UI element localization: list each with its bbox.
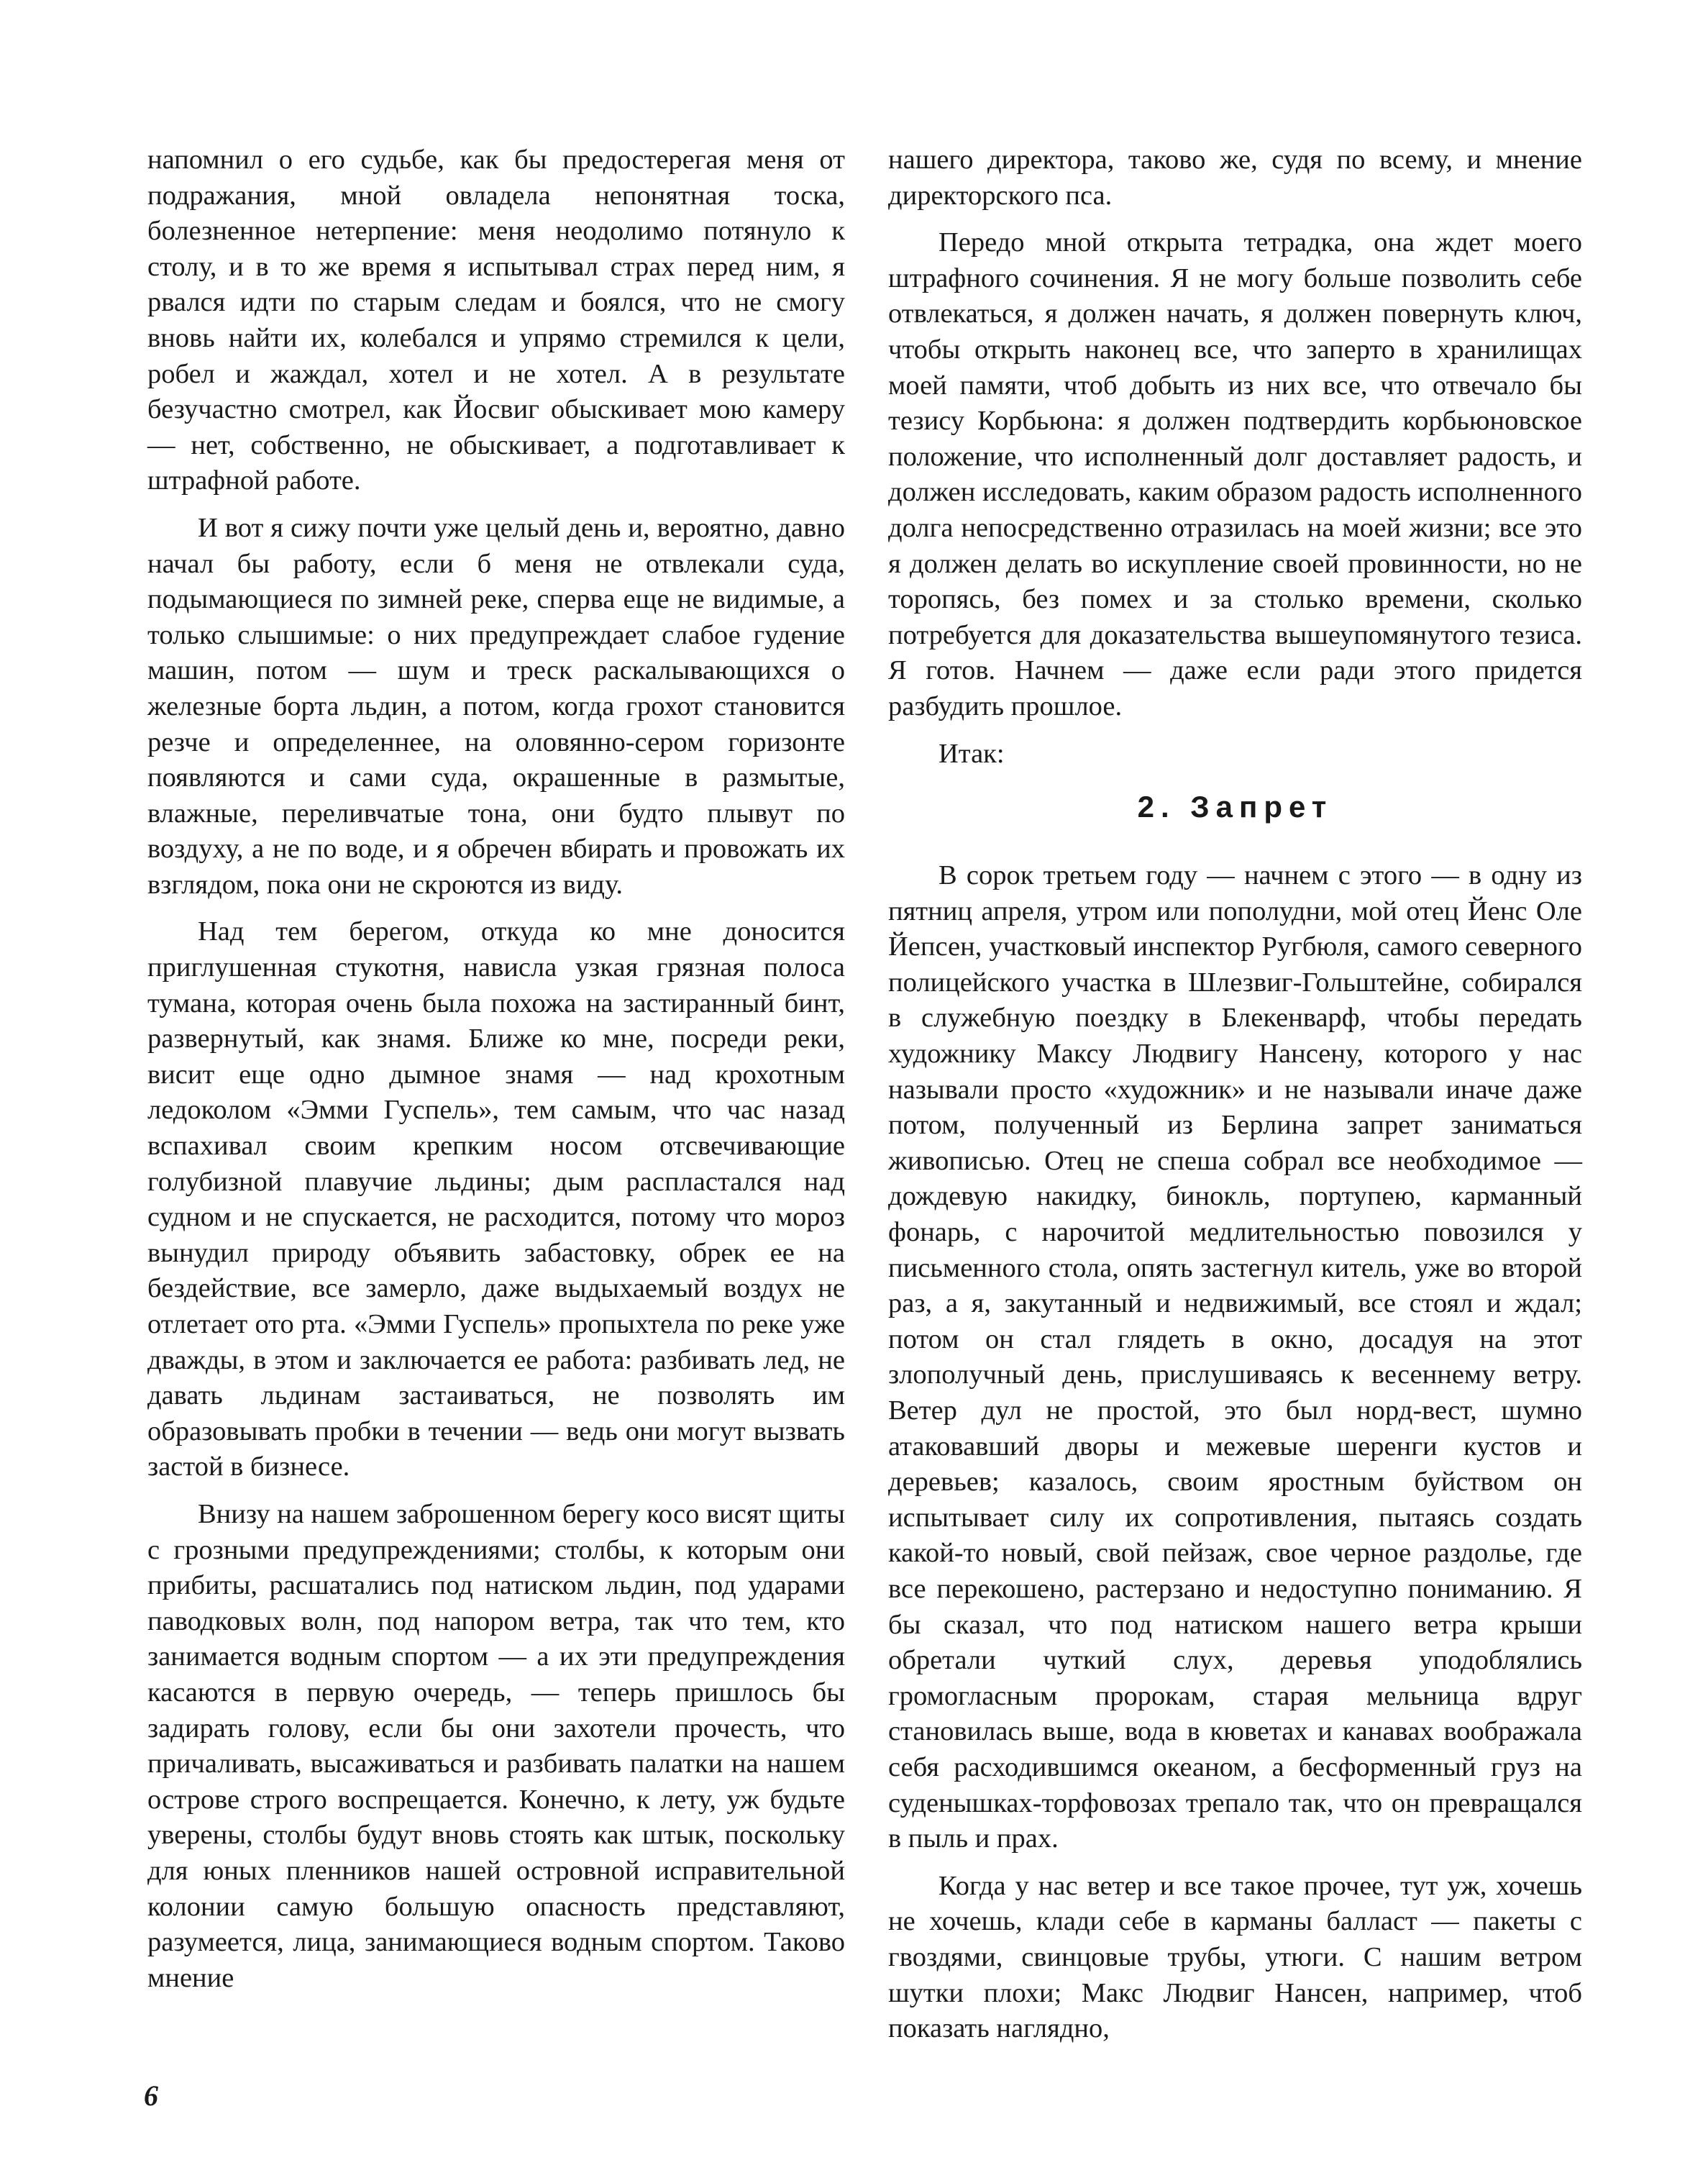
- paragraph: В сорок третьем году — начнем с этого — в одну из пятниц апреля, утром или пополудни, мой отец Йенс Оле Йепсен, участковый инспектор Ругбюля, самого северного полицейского участка в Шлезвиг-Гольштейне, собирался в служебную поездку в Блекенварф, чтобы передать художнику Максу Людвигу Нансену, которого у нас называли просто «художник» и не называли иначе даже потом, полученный из Берлина запрет заниматься живописью. Отец не спеша собрал все необходимое — дождевую накидку, бинокль, портупею, карманный фонарь, с нарочитой медлительностью повозился у письменного стола, опять застегнул китель, уже во второй раз, а я, закутанный и недвижимый, все стоял и ждал; потом он стал глядеть в окно, досадуя на этот злополучный день, прислушиваясь к весеннему ветру. Ветер дул не простой, это был норд-вест, шумно атаковавший дворы и межевые шеренги кустов и деревьев; казалось, своим яростным буйством он испытывает силу их сопротивления, пытаясь создать какой-то новый, свой пейзаж, свое черное раздолье, где все перекошено, растерзано и недоступно пониманию. Я бы сказал, что под натиском нашего ветра крыши обретали чуткий слух, деревья уподоблялись громогласным пророкам, старая мельница вдруг становилась выше, вода в кюветах и канавах воображала себя расходившимся океаном, а бесформенный груз на суденышках-торфовозах трепало так, что он превращался в пыль и прах.: [888, 860, 1582, 1854]
- paragraph: Внизу на нашем заброшенном берегу косо висят щиты с грозными предупреждениями; столбы, к которым они прибиты, расшатались под натиском льдин, под ударами паводковых волн, под напором ветра, так что тем, кто занимается водным спортом — а их эти предупреждения касаются в первую очередь, — теперь пришлось бы задирать голову, если бы они захотели прочесть, что причаливать, высаживаться и разбивать палатки на нашем острове строго воспрещается. Конечно, к лету, уж будьте уверены, столбы будут вновь стоять как штык, поскольку для юных пленников нашей островной исправительной колонии самую большую опасность представляют, разумеется, лица, занимающиеся водным спортом. Таково мнение: [147, 1498, 845, 1993]
- paragraph: Передо мной открыта тетрадка, она ждет моего штрафного сочинения. Я не могу больше позволить себе отвлекаться, я должен начать, я должен повернуть ключ, чтобы открыть наконец все, что заперто в хранилищах моей памяти, чтоб добыть из них все, что отвечало бы тезису Корбьюна: я должен подтвердить корбьюновское положение, что исполненный долг доставляет радость, и должен исследовать, каким образом радость исполненного долга непосредственно отразилась на моей жизни; все это я должен делать во искупление своей провинности, но не торопясь, без помех и за столько времени, сколько потребуется для доказательства вышеупомянутого тезиса. Я готов. Начнем — даже если ради этого придется разбудить прошлое.: [888, 227, 1582, 721]
- chapter-heading: 2. Запрет: [1137, 790, 1333, 824]
- paragraph: нашего директора, таково же, судя по всему, и мнение директорского пса.: [888, 145, 1582, 211]
- right-column: [888, 142, 1582, 2059]
- paragraph: напомнил о его судьбе, как бы предостерегая меня от подражания, мной овладела непонятная тоска, болезненное нетерпение: меня неодолимо потянуло к столу, и в то же время я испытывал страх перед ним, я рвался идти по старым следам и боялся, что не смогу вновь найти их, колебался и упрямо стремился к цели, робел и жаждал, хотел и не хотел. А в результате безучастно смотрел, как Йосвиг обыскивает мою камеру — нет, собственно, не обыскивает, а подготавливает к штрафной работе.: [147, 145, 845, 496]
- paragraph: Над тем берегом, откуда ко мне доносится приглушенная стукотня, нависла узкая грязная полоса тумана, которая очень была похожа на застиранный бинт, развернутый, как знамя. Ближе ко мне, посреди реки, висит еще одно дымное знамя — над крохотным ледоколом «Эмми Гуспель», тем самым, что час назад вспахивал своим крепким носом отсвечивающие голубизной плавучие льдины; дым распластался над судном и не спускается, не расходится, потому что мороз вынудил природу объявить забастовку, обрек ее на бездействие, все замерло, даже выдыхаемый воздух не отлетает ото рта. «Эмми Гуспель» пропыхтела по реке уже дважды, в этом и заключается ее работа: разбивать лед, не давать льдинам застаиваться, не позволять им образовывать пробки в течении — ведь они могут вызвать застой в бизнесе.: [147, 916, 845, 1482]
- left-column: [147, 142, 845, 2007]
- paragraph: Итак:: [939, 738, 1005, 769]
- page-number: 6: [144, 2079, 158, 2112]
- paragraph: И вот я сижу почти уже целый день и, вероятно, давно начал бы работу, если б меня не отвлекали суда, подымающиеся по зимней реке, сперва еще не видимые, а только слышимые: о них предупреждает слабое гудение машин, потом — шум и треск раскалывающихся о железные борта льдин, а потом, когда грохот становится резче и определеннее, на оловянно-сером горизонте появляются и сами суда, окрашенные в размытые, влажные, переливчатые тона, они будто плывут по воздуху, а не по воде, и я обречен вбирать и провожать их взглядом, пока они не скроются из виду.: [147, 512, 845, 900]
- paragraph: Когда у нас ветер и все такое прочее, тут уж, хочешь не хочешь, клади себе в карманы балласт — пакеты с гвоздями, свинцовые трубы, утюги. С нашим ветром шутки плохи; Макс Людвиг Нансен, например, чтоб показать наглядно,: [888, 1870, 1582, 2044]
